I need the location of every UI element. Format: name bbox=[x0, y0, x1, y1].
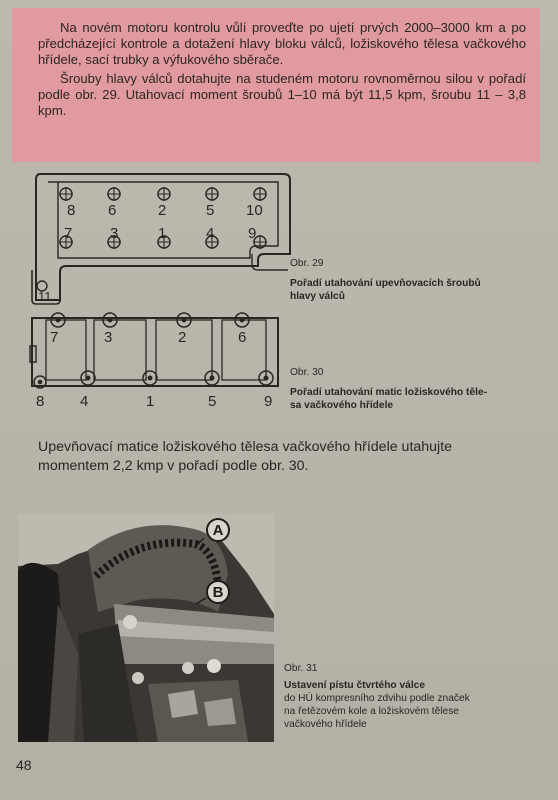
nut-label: 1 bbox=[146, 393, 155, 410]
note-paragraph-2: Šrouby hlavy válců dotahujte na studeném motoru rovnoměrnou silou v pořadí podle obr. 29. Utahovací moment šroubů 1–10 má být 11,5 kpm, šroubu 11 – 3,8 kpm. bbox=[38, 70, 526, 119]
highlight-note-box bbox=[12, 8, 540, 162]
bolt-label: 6 bbox=[108, 202, 117, 219]
figure-number: Obr. 31 bbox=[284, 663, 318, 674]
bolt-label: 7 bbox=[64, 225, 73, 242]
caption-title: Pořadí utahování matic ložiskového tělе- bbox=[290, 387, 488, 398]
timing-marks bbox=[190, 514, 238, 608]
figure-number: Obr. 30 bbox=[290, 367, 324, 378]
mark-b-label: B bbox=[212, 584, 224, 601]
page-number: 48 bbox=[16, 757, 32, 773]
caption-line: vačkového hřídele bbox=[284, 719, 367, 730]
nut-label: 3 bbox=[104, 329, 113, 346]
caption-title: hlavy válců bbox=[290, 291, 345, 302]
figure-30-camshaft-housing bbox=[26, 306, 286, 416]
note-paragraph-1: Na novém motoru kontrolu vůlí proveďte po ujetí prvých 2000–3000 km a po předcházející kontrole a dotažení hlavy bloku válců, ložiskového tělesa vačkového hřídele, sací trubky a výfukového sběrače. bbox=[38, 20, 526, 68]
nut-label: 4 bbox=[80, 393, 89, 410]
figure-30-caption bbox=[290, 366, 540, 412]
body-line: momentem 2,2 kmp v pořadí podle obr. 30. bbox=[38, 458, 309, 474]
caption-title: Ustavení pístu čtvrtého válce bbox=[284, 680, 425, 691]
nut-label: 6 bbox=[238, 329, 247, 346]
nut-label: 9 bbox=[264, 393, 273, 410]
bolt-label: 9 bbox=[248, 225, 257, 242]
bolt-label: 4 bbox=[206, 225, 215, 242]
figure-29-cylinder-head bbox=[26, 168, 296, 308]
bolt-label: 8 bbox=[67, 202, 76, 219]
bolt-label: 5 bbox=[206, 202, 215, 219]
nut-label: 8 bbox=[36, 393, 45, 410]
nut-label: 2 bbox=[178, 329, 187, 346]
body-line: Upevňovací matice ložiskového tělesa vačkového hřídele utahujte bbox=[38, 439, 453, 455]
bolt-label: 11 bbox=[38, 289, 52, 304]
caption-line: do HÚ kompresního zdvihu podle značek bbox=[284, 693, 470, 704]
bolt-label: 2 bbox=[158, 202, 167, 219]
bolt-label: 1 bbox=[158, 225, 167, 242]
bolt-label: 3 bbox=[110, 225, 119, 242]
figure-29-caption bbox=[290, 257, 540, 303]
caption-title: sa vačkového hřídele bbox=[290, 400, 394, 411]
figure-31-caption bbox=[284, 662, 544, 731]
caption-title: Pořadí utahování upevňovacích šroubů bbox=[290, 278, 481, 289]
nut-label: 5 bbox=[208, 393, 217, 410]
nut-label: 7 bbox=[50, 329, 59, 346]
figure-number: Obr. 29 bbox=[290, 258, 324, 269]
caption-line: na řetězovém kole a ložiskovém tělese bbox=[284, 706, 459, 717]
body-paragraph bbox=[38, 438, 524, 476]
mark-a-label: A bbox=[212, 522, 224, 539]
bolt-label: 10 bbox=[246, 202, 263, 219]
